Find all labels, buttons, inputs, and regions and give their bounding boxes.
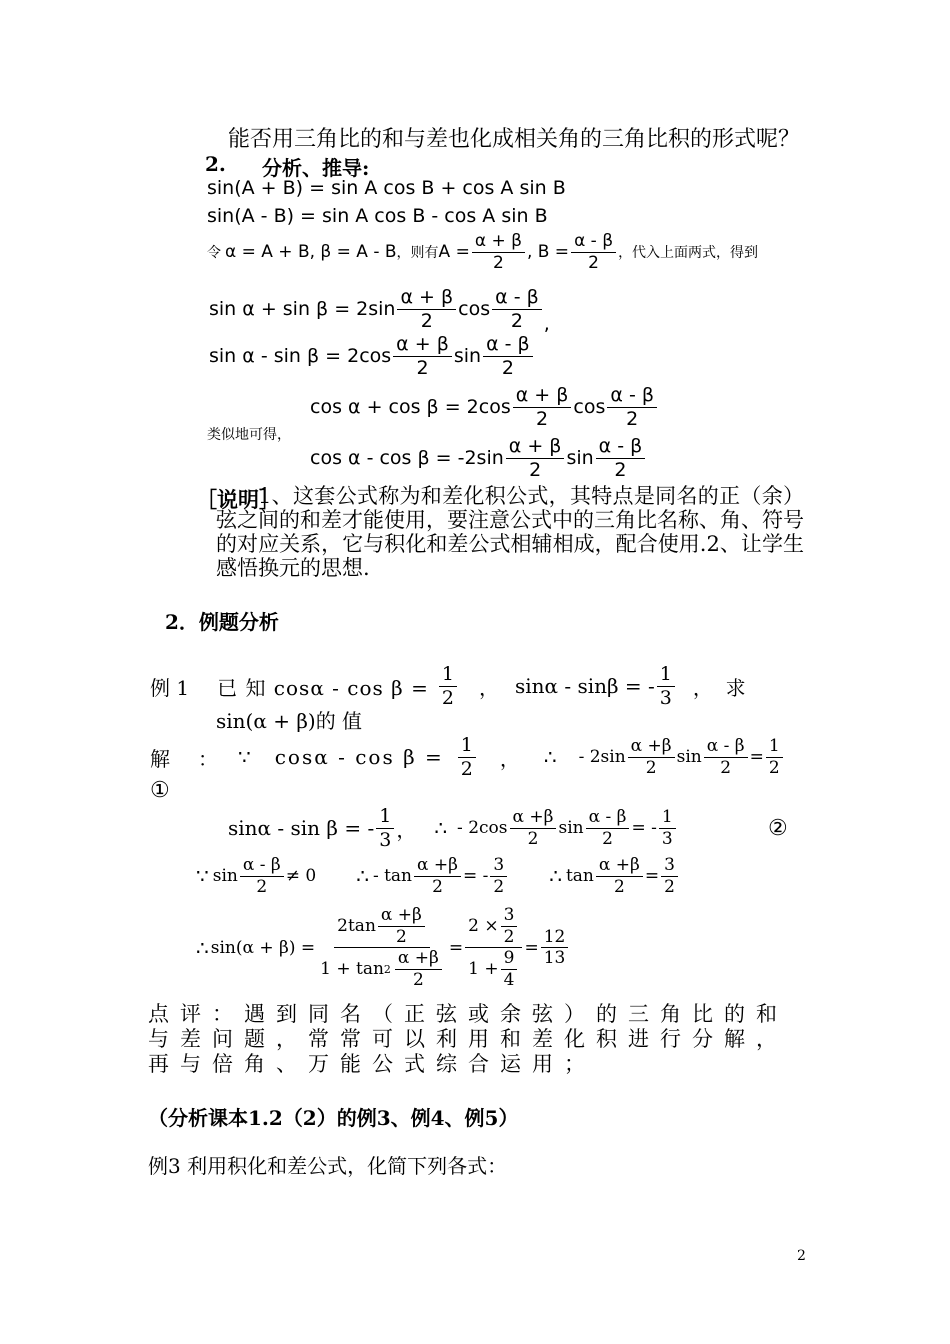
two-times-text: 2 ×: [468, 915, 499, 936]
solution-given-sin: sinα - sin β = -: [228, 816, 375, 841]
fraction-one-third: [659, 808, 676, 848]
fraction-denominator: 2: [626, 407, 639, 430]
b-equals: , B =: [526, 242, 570, 263]
a-equals: A =: [438, 242, 470, 263]
example1-line1: [150, 664, 746, 709]
intro-question: 能否用三角比的和与差也化成相关角的三角比积的形式呢？: [228, 127, 801, 152]
fraction-denominator: 2: [527, 828, 539, 849]
note-body: 1、这套公式称为和差化积公式，其特点是同名的正（余）弦之间的和差才能使用，要注意公式中的三角比名称、角、符号的对应关系，它与积化和差公式相辅相成，配合使用.2、让学生感悟换元的思想.: [216, 484, 804, 580]
fraction-half-sum: [378, 906, 425, 946]
note-heading: ［说明］: [196, 487, 280, 512]
example1-given-cos: 已 知 cosα - cos β =: [217, 675, 429, 700]
fraction-denominator: 2: [501, 356, 514, 379]
fraction-denominator: 3: [379, 828, 392, 851]
example1-label: 例 1: [150, 675, 190, 700]
example1-given-sin: sinα - sinβ = -: [514, 674, 655, 699]
fraction-numerator: 12: [541, 928, 569, 949]
fraction-half-sum: [510, 808, 557, 848]
fraction-denominator: 2: [510, 309, 523, 332]
solution-label: 解: [150, 746, 170, 771]
fraction-one-half: [766, 737, 783, 777]
formula-lhs: sin α + sin β = 2sin: [209, 298, 396, 320]
fraction-half-sum: [506, 436, 565, 481]
fraction-numerator: 1: [439, 664, 457, 687]
therefore-symbol: ∴: [543, 745, 557, 770]
neg-tan-text: - tan: [372, 866, 413, 887]
solution-line2: [228, 806, 678, 851]
fraction-numerator: α +β: [510, 808, 557, 829]
formula-mid: sin: [453, 345, 482, 368]
fraction-numerator: α + β: [472, 232, 525, 253]
final-lhs: sin(α + β) =: [210, 937, 316, 958]
page-number: 2: [797, 1248, 806, 1264]
fraction-numerator: α - β: [492, 287, 542, 310]
fraction-denominator: 2: [588, 252, 599, 273]
solution-final: [196, 906, 570, 990]
fraction-half-sum: [414, 856, 461, 896]
fraction-half-sum: [628, 737, 675, 777]
fraction-numerator: 3: [501, 906, 518, 927]
fraction-numerator: α +β: [628, 737, 675, 758]
fraction-three-halves: [490, 856, 507, 896]
fraction-numerator: α + β: [513, 385, 572, 408]
square-exponent: 2: [383, 962, 391, 976]
step2-lhs: - 2cos: [457, 818, 508, 839]
fraction-denominator: 2: [614, 458, 627, 481]
fraction-numerator: α + β: [397, 287, 456, 310]
fraction-numerator: [465, 906, 522, 948]
example1-ask: ， 求: [692, 675, 746, 700]
fraction-denominator: 2: [441, 686, 454, 709]
equals-sign: =: [524, 937, 539, 958]
formula-lhs: cos α + cos β = 2cos: [310, 396, 511, 419]
fraction-one-third: [376, 806, 394, 851]
fraction-three-halves: [501, 906, 518, 946]
section-number: 2.: [205, 152, 226, 176]
fraction-denominator: 2: [503, 926, 515, 947]
fraction-half-sum: [397, 287, 456, 332]
fraction-half-diff: [586, 808, 630, 848]
fraction-a: [472, 232, 525, 272]
fraction-denominator: 2: [613, 876, 625, 897]
fraction-one-third: [657, 664, 675, 709]
fraction-numerator: α - β: [483, 334, 533, 357]
solution-line3: [196, 856, 680, 896]
fraction-denominator: 2: [256, 876, 268, 897]
equals-negative: = -: [462, 866, 489, 887]
not-equal-zero: ≠ 0: [285, 866, 317, 887]
fraction-denominator: 2: [432, 876, 443, 897]
fraction-numerator: α + β: [506, 436, 565, 459]
formula-mid: sin: [566, 447, 594, 470]
fraction-numerator: α - β: [240, 856, 284, 877]
fraction-denominator: [317, 948, 447, 989]
therefore-symbol: ∴: [196, 935, 209, 960]
fraction-half-diff: [483, 334, 533, 379]
because-symbol: ∵: [238, 745, 251, 770]
example1-sep: ，: [478, 675, 499, 700]
section-title-examples: 2．例题分析: [165, 610, 279, 634]
sin-text: sin: [558, 818, 584, 839]
fraction-denominator: [465, 948, 522, 989]
example3-heading: 例3 利用积化和差公式，化简下列各式：: [148, 1154, 508, 1178]
fraction-denominator: 2: [768, 757, 780, 778]
fraction-half-sum: [513, 385, 572, 430]
sin-text: sin: [212, 866, 238, 887]
one-plus-text: 1 +: [468, 959, 499, 980]
fraction-nine-quarters: [501, 949, 518, 989]
fraction-denominator: 2: [460, 757, 473, 780]
alpha-beta-def: α = A + B, β = A - B: [225, 242, 397, 263]
solution-comma: ，: [396, 817, 417, 842]
fraction-numerator: 1: [659, 808, 676, 829]
fraction-numerator: α - β: [596, 436, 646, 459]
sin-text: sin: [676, 747, 702, 768]
two-tan-text: 2tan: [337, 915, 376, 936]
fraction-half-diff: [596, 436, 646, 481]
fraction-half-diff: [240, 856, 284, 896]
fraction-half-diff: [607, 385, 657, 430]
equals-sign: =: [644, 866, 660, 887]
fraction-half-sum: [395, 949, 442, 989]
fraction-half-diff: [492, 287, 542, 332]
fraction-one-half: [439, 664, 457, 709]
fraction-half-sum: [596, 856, 643, 896]
then-text: ，则有: [396, 245, 439, 262]
fraction-denominator: 2: [664, 876, 675, 897]
fraction-numerator: 1: [657, 664, 675, 687]
fraction-numeric: [465, 906, 522, 990]
equals-sign: =: [749, 747, 764, 768]
fraction-numerator: 3: [661, 856, 678, 877]
fraction-numerator: α +β: [378, 906, 425, 927]
fraction-numerator: α - β: [607, 385, 657, 408]
solution-colon: ：: [198, 746, 218, 771]
textbook-reference: （分析课本1.2（2）的例3、例4、例5）: [148, 1106, 519, 1130]
comment-paragraph: 点评：遇到同名（正弦或余弦）的三角比的和与差问题，常常可以利用和差化积进行分解，再与倍角、万能公式综合运用；: [148, 1002, 788, 1076]
fraction-denominator: 3: [659, 686, 672, 709]
therefore-symbol: ∴: [549, 864, 562, 889]
fraction-numerator: 3: [490, 856, 507, 877]
circle-one-marker: ①: [150, 778, 170, 803]
fraction-numerator: 9: [501, 949, 518, 970]
fraction-numerator: α - β: [704, 737, 748, 758]
one-plus-tan-text: 1 + tan: [320, 959, 384, 980]
fraction-numerator: α +β: [395, 949, 442, 970]
section-title-analysis: 分析、推导:: [262, 156, 370, 180]
equals-negative: = -: [631, 818, 657, 839]
identity-sin-sum: sin(A + B) = sin A cos B + cos A sin B: [207, 177, 566, 199]
fraction-numerator: α +β: [596, 856, 643, 877]
substitution-line: [207, 232, 758, 272]
formula-lhs: cos α - cos β = -2sin: [310, 447, 504, 470]
fraction-numerator: 1: [458, 735, 476, 758]
formula-mid: cos: [573, 396, 606, 419]
formula-lhs: sin α - sin β = 2cos: [209, 345, 392, 368]
because-symbol: ∵: [196, 864, 209, 889]
therefore-symbol: ∴: [356, 864, 369, 889]
fraction-denominator: 4: [503, 970, 515, 991]
fraction-denominator: 2: [420, 309, 433, 332]
fraction-half-diff: [704, 737, 748, 777]
let-prefix: 令: [207, 245, 221, 262]
fraction-result: [541, 928, 569, 968]
identity-sin-diff: sin(A - B) = sin A cos B - cos A sin B: [207, 205, 548, 227]
fraction-numerator: α - β: [571, 232, 616, 253]
formula-mid: cos: [458, 298, 491, 320]
fraction-numerator: α + β: [393, 334, 452, 357]
formula-cos-diff: [310, 436, 647, 481]
fraction-numerator: α - β: [586, 808, 630, 829]
fraction-denominator: 2: [493, 876, 505, 897]
fraction-denominator: 2: [602, 828, 613, 849]
fraction-denominator: 2: [645, 757, 657, 778]
substitute-text: ，代入上面两式，得到: [618, 245, 759, 262]
fraction-denominator: 2: [720, 757, 732, 778]
fraction-numerator: α +β: [414, 856, 461, 877]
fraction-numerator: 1: [376, 806, 394, 829]
formula-sin-diff: [209, 334, 535, 379]
fraction-one-half: [458, 735, 476, 780]
fraction-numerator: [334, 906, 430, 948]
circle-two-marker: ②: [768, 816, 788, 841]
formula-sin-sum: [209, 283, 550, 335]
fraction-denominator: 2: [492, 252, 504, 273]
fraction-half-sum: [393, 334, 452, 379]
solution-line1: [150, 735, 785, 780]
trailing-comma: ,: [543, 313, 550, 335]
equals-sign: =: [448, 937, 464, 958]
solution-given-cos: cosα - cos β =: [274, 745, 444, 770]
solution-comma: ，: [499, 746, 520, 771]
example1-line2: sin(α + β)的 值: [216, 709, 363, 733]
therefore-symbol: ∴: [434, 816, 448, 841]
tan-text: tan: [565, 866, 594, 887]
fraction-three-halves: [661, 856, 678, 896]
fraction-double-angle: [317, 906, 447, 990]
similarly-text: 类似地可得，: [207, 427, 291, 443]
step1-lhs: - 2sin: [578, 747, 626, 768]
fraction-denominator: 3: [661, 828, 673, 849]
fraction-denominator: 2: [412, 970, 424, 991]
fraction-denominator: 13: [543, 948, 566, 969]
fraction-denominator: 2: [416, 356, 429, 379]
fraction-denominator: 2: [529, 458, 542, 481]
fraction-numerator: 1: [766, 737, 783, 758]
fraction-b: [571, 232, 616, 272]
fraction-denominator: 2: [395, 926, 407, 947]
fraction-denominator: 2: [536, 407, 549, 430]
formula-cos-sum: [310, 385, 659, 430]
